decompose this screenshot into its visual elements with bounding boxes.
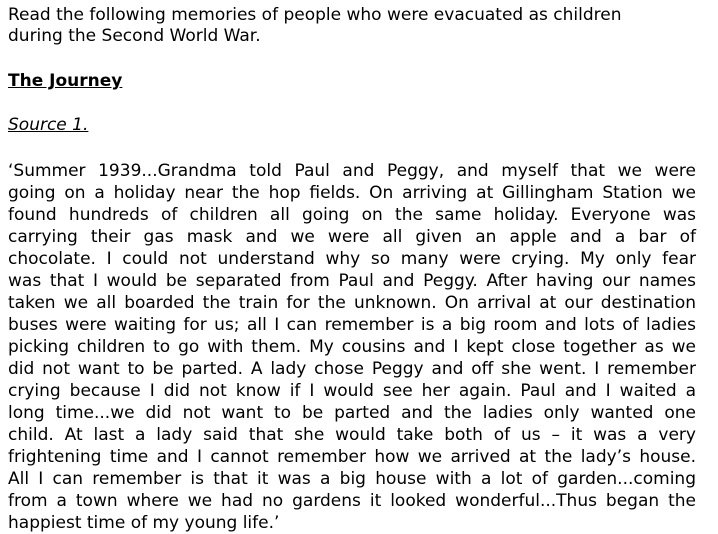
memory-line: ‘Summer 1939...Grandma told Paul and Peggy, and myself that we were <box>8 161 696 181</box>
memory-line: buses were waiting for us; all I can remember is a big room and lots of ladies <box>8 315 696 335</box>
memory-line: from a town where we had no gardens it looked wonderful...Thus began the <box>8 491 696 511</box>
memory-line: chocolate. I could not understand why so many were crying. My only fear <box>8 249 696 269</box>
intro-paragraph <box>8 5 668 47</box>
section-heading: The Journey <box>8 71 123 91</box>
intro-line-2: during the Second World War. <box>8 26 261 46</box>
memory-line: happiest time of my young life.’ <box>8 513 280 533</box>
memory-line: did not want to be parted. A lady chose Peggy and off she went. I remember <box>8 359 696 379</box>
memory-line: All I can remember is that it was a big house with a lot of garden...coming <box>8 469 696 489</box>
memory-paragraph <box>8 160 696 534</box>
memory-line: picking children to go with them. My cousins and I kept close together as we <box>8 337 696 357</box>
memory-line: child. At last a lady said that she would take both of us – it was a very <box>8 425 696 445</box>
source-label: Source 1. <box>8 115 89 135</box>
memory-line: frightening time and I cannot remember how we arrived at the lady’s house. <box>8 447 696 467</box>
memory-line: taken we all boarded the train for the unknown. On arrival at our destination <box>8 293 696 313</box>
memory-line: found hundreds of children all going on the same holiday. Everyone was <box>8 205 696 225</box>
memory-line: going on a holiday near the hop fields. On arriving at Gillingham Station we <box>8 183 696 203</box>
intro-line-1: Read the following memories of people who were evacuated as children <box>8 5 622 25</box>
memory-line: was that I would be separated from Paul and Peggy. After having our names <box>8 271 696 291</box>
memory-line: carrying their gas mask and we were all given an apple and a bar of <box>8 227 696 247</box>
document-page <box>8 5 696 533</box>
memory-line: long time...we did not want to be parted and the ladies only wanted one <box>8 403 696 423</box>
memory-line: crying because I did not know if I would see her again. Paul and I waited a <box>8 381 696 401</box>
